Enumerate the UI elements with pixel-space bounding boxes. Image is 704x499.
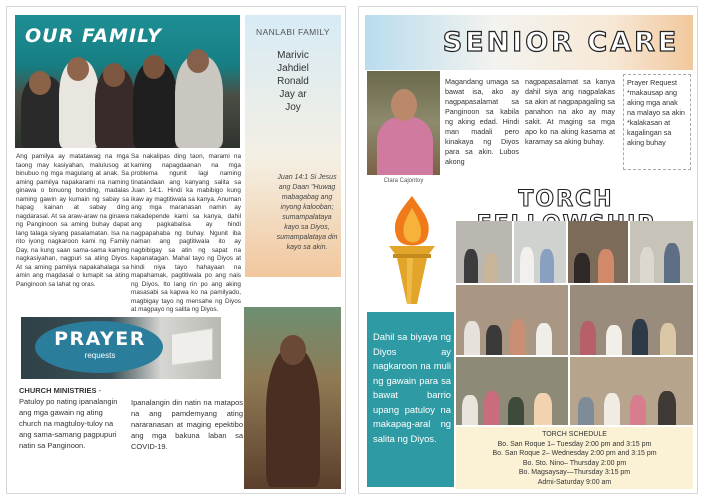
schedule-line: Bo. San Roque 1– Tuesday 2:00 pm and 3:15 pm: [497, 440, 652, 448]
collage-photo: [514, 221, 566, 283]
senior-care-title: SENIOR CARE: [442, 27, 680, 58]
family-article-col2: Sa nakalipas ding taon, marami na kaming napagdaanan na mga problema ngunit lagi naming tinatandaan ang kanyang salita sa Juan 14:1. Hindi ka mabibigo kung ikaw ay magtitiwala sa kanya. Anuman ang mga maranasan namin ay nakadepende kami sa kanya, dahil ang pagkabalisa ay hindi nagpapahaba ng buhay. Ngunit iba naman ang pagtitiwala ito ay nagbibigay sa atin ng sapat na kapanatagan. Mahal tayo ng Diyos at hindi niya tayo hahayaan na mapahamak, pagtitiwala po ang nais ng Diyos. Ito lang rin po ang aking masasabi sa kapwa ko na pamilyado, magbigay tayo ng mensahe ng Diyos at magpayo ng salita ng Diyos.: [131, 153, 241, 313]
family-name: Marivic: [277, 50, 309, 61]
schedule-line: Admi-Saturday 9:00 am: [537, 478, 612, 486]
prayer-banner-subtitle: requests: [84, 351, 116, 360]
family-name: Jay ar: [279, 89, 307, 100]
senior-photo: [367, 71, 440, 175]
church-ministries-heading: CHURCH MINISTRIES: [19, 386, 97, 395]
senior-care-banner: [365, 15, 693, 70]
collage-photo: [456, 357, 568, 425]
left-page: [6, 6, 346, 494]
family-name: Jahdiel: [277, 63, 309, 74]
right-page: [358, 6, 698, 494]
collage-photo: [456, 285, 568, 355]
prayer-request-box: Prayer Request *makausap ang aking mga anak na malayo sa akin *kalakasan at kagalingan sa aking buhay: [623, 74, 691, 170]
open-book-icon: [171, 328, 213, 366]
collage-photo: [456, 221, 512, 283]
collage-photo: [570, 357, 693, 425]
family-article-col1: Ang pamilya ay matatawag na mga taong may kasiyahan, malulusog at binubuo ng mga magulang at anak. Sa aming pamilya napakarami na naming ginawa o binuong bonding, madalas naming gawin ay kumain ng sabay sa hapag kainan at sabay ding nagdarasal. At sa araw-araw na ginawa ng Panginoon sa aming buhay dapat lang talaga siyang pasalamatan. Isa na rito iyong nagkaroon kami ng Family Day, na kung saan sama-sama kaming nagkasiyahan, nagpuri sa ating Diyos. At sa aming pamilya napakahalaga sa amin ang magdasal o lumapit sa ating Panginoon sa lahat ng oras.: [16, 153, 129, 288]
prayer-requests-banner: [21, 317, 221, 379]
nanlabi-family-panel: [245, 15, 341, 277]
fellowship-box: [367, 312, 454, 487]
family-name: Ronald: [277, 76, 309, 87]
schedule-title: TORCH SCHEDULE: [542, 431, 607, 438]
family-photo: [15, 15, 240, 148]
prayer-banner-title: PRAYER: [54, 328, 146, 350]
nanlabi-title: NANLABI FAMILY: [256, 27, 330, 37]
fellowship-photo-collage: [456, 221, 693, 425]
collage-photo: [570, 285, 693, 355]
praying-photo: [244, 307, 341, 489]
bible-verse: Juan 14:1 Si Jesus ang Daan "Huwag mabagabag ang inyong kalooban; sumampalataya kayo sa Diyos, sumampalataya din kayo sa akin.: [276, 174, 338, 251]
schedule-line: Bo. San Roque 2– Wednesday 2:00 pm and 3:15 pm: [492, 450, 657, 457]
family-name: Joy: [285, 102, 301, 113]
family-title: OUR FAMILY: [25, 25, 162, 47]
schedule-line: Bo. Magsaysay—Thursday 3:15 pm: [518, 469, 631, 476]
collage-photo: [630, 221, 693, 283]
church-ministries-text: [19, 385, 127, 451]
covid-prayer-text: Ipanalangin din natin na matapos na ang pamdemyang ating nararanasan at maging epektibo ang mga bakuna laban sa COVID-19.: [131, 398, 243, 451]
torch-schedule: [456, 427, 693, 489]
family-names: [245, 49, 341, 114]
church-ministries-body: - Patuloy po nating ipanalangin ang mga gawain ng ating church na magtuloy-tuloy na ang sama-samang pagpupuri natin sa Panginoon.: [19, 386, 118, 450]
senior-care-col2: nagpapasalamat sa kanya dahil siya ang nagpalakas sa akin at nagpapagaling sa panahon na ako ay may sakit. At maging sa mga apo ko na aking kasama at karamay sa aking buhay.: [525, 77, 615, 146]
photo-caption: Clara Cajontoy: [383, 178, 424, 184]
fellowship-text: Dahil sa biyaya ng Diyos ay nagkaroon na muli ng gawain para sa bawat barrio upang patuloy na makapag-aral ng salita ng Diyos.: [373, 331, 451, 444]
senior-care-col1: Magandang umaga sa bawat isa, ako ay nagpapasalamat sa Panginoon sa kabila ng aking edad. Hindi man madali pero kinakaya ng Diyos para sa akin. Lubos akong: [445, 77, 519, 166]
torch-fellowship-title: TORCH: [518, 187, 614, 212]
torch-icon: [377, 192, 447, 310]
schedule-line: Bo. Sto. Nino– Thursday 2:00 pm: [522, 459, 627, 467]
collage-photo: [568, 221, 628, 283]
